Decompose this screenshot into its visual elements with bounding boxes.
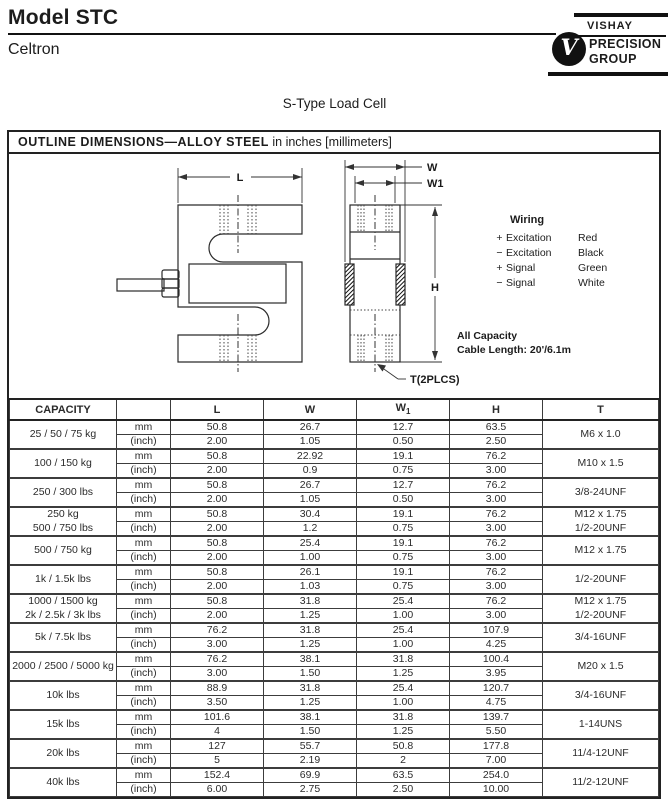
unit-cell: mm <box>117 710 171 725</box>
dim-value-cell: 100.4 <box>450 652 543 667</box>
thread-cell: 3/4-16UNF <box>543 623 659 652</box>
dim-value-cell: 69.9 <box>264 768 357 783</box>
dim-label-W: W <box>427 162 438 174</box>
dim-value-cell: 55.7 <box>264 739 357 754</box>
dim-label-W1: W1 <box>427 178 444 190</box>
side-hatch-pad-right <box>396 264 405 305</box>
col-header-w1: $W_1$ <box>357 399 450 420</box>
dim-value-cell: 152.4 <box>171 768 264 783</box>
dim-value-cell: 25.4 <box>357 623 450 638</box>
capacity-cell: 1k / 1.5k lbs <box>10 565 117 594</box>
dim-value-cell: 0.75 <box>357 580 450 595</box>
dim-value-cell: 0.50 <box>357 435 450 450</box>
wiring-sign: + <box>496 262 503 274</box>
dim-value-cell: 3.00 <box>450 609 543 624</box>
section-title-bold: OUTLINE DIMENSIONS—ALLOY STEEL <box>18 135 269 149</box>
dim-value-cell: 22.92 <box>264 449 357 464</box>
dim-value-cell: 1.05 <box>264 435 357 450</box>
table-row <box>10 420 659 435</box>
dim-value-cell: 50.8 <box>171 536 264 551</box>
table-row <box>10 652 659 667</box>
dim-value-cell: 107.9 <box>450 623 543 638</box>
thread-cell: 3/8-24UNF <box>543 478 659 507</box>
dim-value-cell: 5.50 <box>450 725 543 740</box>
unit-cell: mm <box>117 478 171 493</box>
table-row <box>10 594 659 609</box>
dim-value-cell: 3.00 <box>171 638 264 653</box>
dim-value-cell: 0.75 <box>357 522 450 537</box>
dim-value-cell: 1.50 <box>264 725 357 740</box>
unit-cell: mm <box>117 681 171 696</box>
dim-value-cell: 3.00 <box>171 667 264 682</box>
col-header-w: W <box>264 399 357 420</box>
unit-cell: (inch) <box>117 435 171 450</box>
all-capacity-note: All Capacity <box>457 330 518 342</box>
wiring-row <box>493 262 653 274</box>
dim-value-cell: 10.00 <box>450 783 543 797</box>
dim-value-cell: 2.00 <box>171 493 264 508</box>
dim-value-cell: 3.00 <box>450 493 543 508</box>
dim-value-cell: 26.7 <box>264 420 357 435</box>
dim-value-cell: 1.00 <box>357 609 450 624</box>
section-header <box>9 132 659 154</box>
cable-stub <box>117 279 164 291</box>
thread-cell: M12 x 1.75 <box>543 536 659 565</box>
dim-value-cell: 3.95 <box>450 667 543 682</box>
dim-value-cell: 76.2 <box>450 507 543 522</box>
col-header-l: L <box>171 399 264 420</box>
dim-label-T: T(2PLCS) <box>410 374 460 386</box>
dimensions-table-body <box>10 420 659 797</box>
dim-value-cell: 25.4 <box>357 594 450 609</box>
col-header-capacity: CAPACITY <box>10 399 117 420</box>
unit-cell: mm <box>117 594 171 609</box>
title-rule <box>8 33 556 35</box>
table-row <box>10 623 659 638</box>
table-row <box>10 710 659 725</box>
unit-cell: mm <box>117 565 171 580</box>
dim-value-cell: 3.00 <box>450 580 543 595</box>
thread-cell: 3/4-16UNF <box>543 681 659 710</box>
dim-value-cell: 12.7 <box>357 478 450 493</box>
dim-value-cell: 1.00 <box>357 638 450 653</box>
dim-value-cell: 38.1 <box>264 710 357 725</box>
capacity-cell: 500 / 750 kg <box>10 536 117 565</box>
unit-cell: mm <box>117 507 171 522</box>
thread-cell: M12 x 1.75 1/2-20UNF <box>543 594 659 623</box>
dim-value-cell: 2.00 <box>171 551 264 566</box>
dim-value-cell: 1.25 <box>357 667 450 682</box>
table-header-row <box>10 399 659 420</box>
dim-value-cell: 1.05 <box>264 493 357 508</box>
unit-cell: (inch) <box>117 667 171 682</box>
dim-value-cell: 2.00 <box>171 522 264 537</box>
wiring-label: Signal <box>506 277 536 289</box>
wiring-color: Black <box>578 247 604 259</box>
logo-precision-text: PRECISION <box>589 37 662 51</box>
dim-value-cell: 31.8 <box>264 623 357 638</box>
wiring-color: Green <box>578 262 608 274</box>
dim-value-cell: 0.75 <box>357 551 450 566</box>
logo-top-bar <box>574 13 668 17</box>
dim-label-L: L <box>236 172 244 184</box>
wiring-label: Excitation <box>506 247 552 259</box>
thread-cell: 11/4-12UNF <box>543 739 659 768</box>
dim-value-cell: 2 <box>357 754 450 769</box>
section-title-units: in inches [millimeters] <box>268 135 392 149</box>
dimension-drawing-svg <box>9 154 661 398</box>
logo-bottom-bar <box>548 72 668 76</box>
dimensions-table <box>9 398 659 797</box>
dim-value-cell: 76.2 <box>171 652 264 667</box>
dim-value-cell: 63.5 <box>357 768 450 783</box>
dim-value-cell: 50.8 <box>171 420 264 435</box>
wiring-sign: − <box>496 247 503 259</box>
dim-value-cell: 50.8 <box>357 739 450 754</box>
dim-value-cell: 1.25 <box>264 609 357 624</box>
dim-value-cell: 2.75 <box>264 783 357 797</box>
dim-value-cell: 50.8 <box>171 507 264 522</box>
unit-cell: mm <box>117 652 171 667</box>
capacity-cell: 10k lbs <box>10 681 117 710</box>
dim-value-cell: 1.2 <box>264 522 357 537</box>
dim-value-cell: 2.00 <box>171 464 264 479</box>
dim-value-cell: 4 <box>171 725 264 740</box>
s-cell-front-outline <box>178 205 302 362</box>
outline-dimensions-section <box>7 130 661 799</box>
dim-value-cell: 19.1 <box>357 449 450 464</box>
unit-cell: (inch) <box>117 580 171 595</box>
dim-value-cell: 2.00 <box>171 609 264 624</box>
dim-value-cell: 76.2 <box>450 594 543 609</box>
dim-value-cell: 6.00 <box>171 783 264 797</box>
col-header-t: T <box>543 399 659 420</box>
dim-value-cell: 19.1 <box>357 565 450 580</box>
dim-value-cell: 1.03 <box>264 580 357 595</box>
unit-cell: (inch) <box>117 725 171 740</box>
dim-value-cell: 5 <box>171 754 264 769</box>
dim-value-cell: 2.50 <box>450 435 543 450</box>
front-center-hole <box>189 264 286 303</box>
brand-name: Celtron <box>8 41 60 58</box>
unit-cell: (inch) <box>117 754 171 769</box>
capacity-cell: 100 / 150 kg <box>10 449 117 478</box>
product-subtitle: S-Type Load Cell <box>282 96 387 111</box>
dim-value-cell: 1.25 <box>264 638 357 653</box>
wiring-title: Wiring <box>510 214 545 226</box>
table-row <box>10 536 659 551</box>
unit-cell: mm <box>117 449 171 464</box>
dim-value-cell: 63.5 <box>450 420 543 435</box>
table-row <box>10 681 659 696</box>
dim-value-cell: 3.00 <box>450 522 543 537</box>
cable-nut-top <box>162 270 179 279</box>
logo-vishay-text: VISHAY <box>587 20 633 32</box>
thread-cell: M10 x 1.5 <box>543 449 659 478</box>
dim-value-cell: 0.50 <box>357 493 450 508</box>
dim-value-cell: 26.1 <box>264 565 357 580</box>
table-row <box>10 768 659 783</box>
dim-value-cell: 1.00 <box>264 551 357 566</box>
dim-value-cell: 31.8 <box>264 594 357 609</box>
capacity-cell: 250 kg 500 / 750 lbs <box>10 507 117 536</box>
unit-cell: mm <box>117 420 171 435</box>
unit-cell: mm <box>117 768 171 783</box>
dim-value-cell: 26.7 <box>264 478 357 493</box>
dim-value-cell: 76.2 <box>450 565 543 580</box>
table-row <box>10 739 659 754</box>
dim-value-cell: 1.25 <box>357 725 450 740</box>
dim-value-cell: 50.8 <box>171 594 264 609</box>
dim-value-cell: 76.2 <box>171 623 264 638</box>
wiring-color: White <box>578 277 605 289</box>
wiring-row <box>493 247 653 259</box>
capacity-cell: 15k lbs <box>10 710 117 739</box>
capacity-cell: 1000 / 1500 kg 2k / 2.5k / 3k lbs <box>10 594 117 623</box>
dim-value-cell: 50.8 <box>171 449 264 464</box>
dim-value-cell: 76.2 <box>450 536 543 551</box>
unit-cell: mm <box>117 536 171 551</box>
dim-value-cell: 19.1 <box>357 536 450 551</box>
dim-value-cell: 120.7 <box>450 681 543 696</box>
dim-value-cell: 2.50 <box>357 783 450 797</box>
dim-value-cell: 3.00 <box>450 464 543 479</box>
dim-value-cell: 30.4 <box>264 507 357 522</box>
table-row <box>10 565 659 580</box>
dim-value-cell: 0.9 <box>264 464 357 479</box>
unit-cell: (inch) <box>117 696 171 711</box>
capacity-cell: 40k lbs <box>10 768 117 797</box>
dim-value-cell: 7.00 <box>450 754 543 769</box>
dim-value-cell: 177.8 <box>450 739 543 754</box>
dim-value-cell: 88.9 <box>171 681 264 696</box>
dim-value-cell: 31.8 <box>357 652 450 667</box>
vishay-v-icon: V <box>552 32 586 66</box>
capacity-cell: 2000 / 2500 / 5000 kg <box>10 652 117 681</box>
dim-value-cell: 31.8 <box>357 710 450 725</box>
dim-value-cell: 76.2 <box>450 478 543 493</box>
unit-cell: (inch) <box>117 493 171 508</box>
unit-cell: (inch) <box>117 638 171 653</box>
load-cell-drawing <box>9 154 659 398</box>
wiring-label: Signal <box>506 262 536 274</box>
table-row <box>10 449 659 464</box>
logo-group-text: GROUP <box>589 52 637 66</box>
thread-cell: 1/2-20UNF <box>543 565 659 594</box>
dim-value-cell: 254.0 <box>450 768 543 783</box>
capacity-cell: 25 / 50 / 75 kg <box>10 420 117 449</box>
dim-label-H: H <box>431 282 439 294</box>
wiring-sign: + <box>496 232 503 244</box>
capacity-cell: 5k / 7.5k lbs <box>10 623 117 652</box>
dim-value-cell: 127 <box>171 739 264 754</box>
unit-cell: (inch) <box>117 551 171 566</box>
unit-cell: (inch) <box>117 609 171 624</box>
col-header-unit <box>117 399 171 420</box>
dim-value-cell: 12.7 <box>357 420 450 435</box>
dim-value-cell: 4.75 <box>450 696 543 711</box>
dim-value-cell: 2.00 <box>171 435 264 450</box>
dim-value-cell: 38.1 <box>264 652 357 667</box>
dim-value-cell: 25.4 <box>357 681 450 696</box>
thread-cell: M12 x 1.75 1/2-20UNF <box>543 507 659 536</box>
wiring-row <box>493 232 653 244</box>
dim-value-cell: 4.25 <box>450 638 543 653</box>
page-title: Model STC <box>8 6 119 29</box>
dim-value-cell: 2.19 <box>264 754 357 769</box>
thread-cell: M6 x 1.0 <box>543 420 659 449</box>
dim-value-cell: 2.00 <box>171 580 264 595</box>
cable-length-note: Cable Length: 20'/6.1m <box>457 344 571 356</box>
dim-value-cell: 1.25 <box>264 696 357 711</box>
table-row <box>10 507 659 522</box>
unit-cell: (inch) <box>117 464 171 479</box>
dim-value-cell: 3.00 <box>450 551 543 566</box>
table-row <box>10 478 659 493</box>
thread-cell: 1-14UNS <box>543 710 659 739</box>
unit-cell: mm <box>117 623 171 638</box>
threaded-hole-marks <box>220 205 400 362</box>
dim-value-cell: 19.1 <box>357 507 450 522</box>
thread-cell: M20 x 1.5 <box>543 652 659 681</box>
dim-value-cell: 3.50 <box>171 696 264 711</box>
vishay-precision-group-logo <box>548 10 668 80</box>
dim-value-cell: 139.7 <box>450 710 543 725</box>
dim-value-cell: 101.6 <box>171 710 264 725</box>
side-hatch-pad-left <box>345 264 354 305</box>
col-header-h: H <box>450 399 543 420</box>
dim-value-cell: 76.2 <box>450 449 543 464</box>
wiring-sign: − <box>496 277 503 289</box>
dim-value-cell: 50.8 <box>171 478 264 493</box>
dim-value-cell: 1.50 <box>264 667 357 682</box>
dim-value-cell: 25.4 <box>264 536 357 551</box>
wiring-row <box>493 277 653 289</box>
unit-cell: mm <box>117 739 171 754</box>
capacity-cell: 20k lbs <box>10 739 117 768</box>
wiring-label: Excitation <box>506 232 552 244</box>
capacity-cell: 250 / 300 lbs <box>10 478 117 507</box>
dim-value-cell: 1.00 <box>357 696 450 711</box>
unit-cell: (inch) <box>117 783 171 797</box>
thread-cell: 11/2-12UNF <box>543 768 659 797</box>
dim-value-cell: 50.8 <box>171 565 264 580</box>
dim-value-cell: 31.8 <box>264 681 357 696</box>
dim-value-cell: 0.75 <box>357 464 450 479</box>
wiring-color: Red <box>578 232 598 244</box>
unit-cell: (inch) <box>117 522 171 537</box>
